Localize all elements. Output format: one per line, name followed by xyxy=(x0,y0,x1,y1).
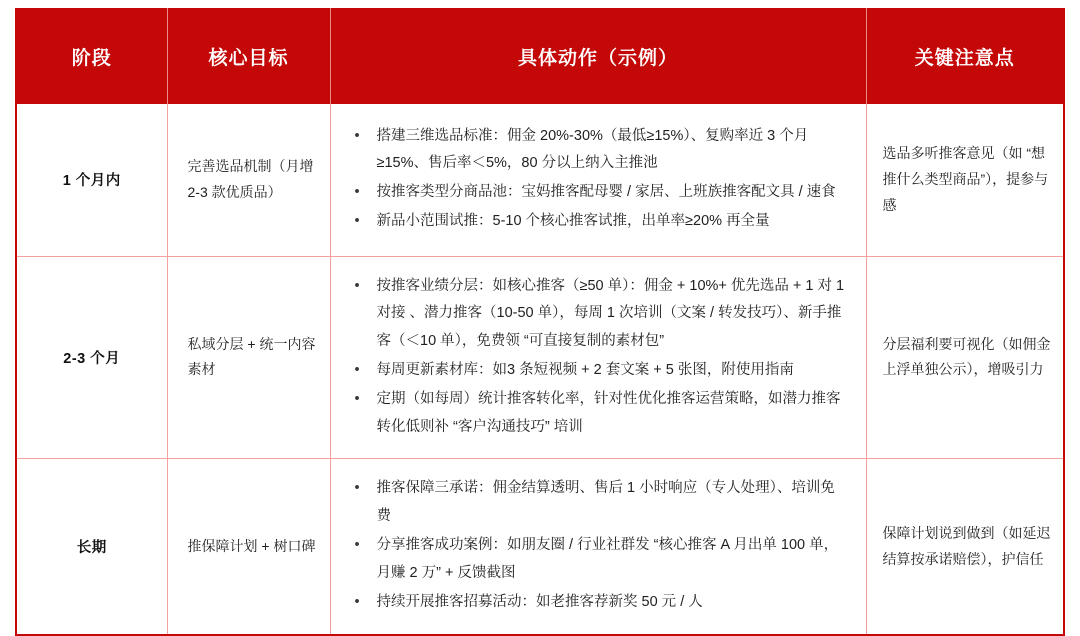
cell-notes: 分层福利要可视化（如佣金上浮单独公示），增吸引力 xyxy=(866,256,1063,459)
cell-actions xyxy=(330,256,866,459)
column-header-notes: 关键注意点 xyxy=(866,8,1063,104)
header-row xyxy=(17,8,1063,104)
list-item: • 搭建三维选品标准：佣金 20%-30%（最低≥15%）、复购率近 3 个月≥15%、售后率＜5%，80 分以上纳入主推池 xyxy=(347,123,848,179)
cell-actions xyxy=(330,104,866,256)
table-header xyxy=(17,8,1063,104)
list-item: • 新品小范围试推：5-10 个核心推客试推，出单率≥20% 再全量 xyxy=(347,208,848,236)
action-list xyxy=(347,475,848,616)
list-item: • 分享推客成功案例：如朋友圈 / 行业社群发 “核心推客 A 月出单 100 单，月赚 2 万” + 反馈截图 xyxy=(347,532,848,588)
column-header-actions: 具体动作（示例） xyxy=(330,8,866,104)
action-list xyxy=(347,123,848,236)
table-row xyxy=(17,104,1063,256)
list-item: • 定期（如每周）统计推客转化率，针对性优化推客运营策略，如潜力推客转化低则补 “客户沟通技巧” 培训 xyxy=(347,386,848,442)
column-header-goal: 核心目标 xyxy=(167,8,330,104)
cell-goal: 推保障计划 + 树口碑 xyxy=(167,459,330,634)
column-header-stage: 阶段 xyxy=(17,8,167,104)
table-row xyxy=(17,256,1063,459)
plan-table-container xyxy=(15,8,1065,636)
list-item: • 按推客类型分商品池：宝妈推客配母婴 / 家居、上班族推客配文具 / 速食 xyxy=(347,179,848,207)
list-item: • 推客保障三承诺：佣金结算透明、售后 1 小时响应（专人处理）、培训免费 xyxy=(347,475,848,531)
cell-notes: 选品多听推客意见（如 “想推什么类型商品”），提参与感 xyxy=(866,104,1063,256)
table-row xyxy=(17,459,1063,634)
plan-table xyxy=(17,8,1063,634)
cell-stage: 1 个月内 xyxy=(17,104,167,256)
cell-goal: 完善选品机制（月增 2-3 款优质品） xyxy=(167,104,330,256)
cell-stage: 2-3 个月 xyxy=(17,256,167,459)
list-item: • 按推客业绩分层：如核心推客（≥50 单）：佣金 + 10%+ 优先选品 + 1 对 1 对接 、潜力推客（10-50 单），每周 1 次培训（文案 / 转发技巧）、新手推客（＜10 单），免费领 “可直接复制的素材包” xyxy=(347,273,848,356)
cell-notes: 保障计划说到做到（如延迟结算按承诺赔偿），护信任 xyxy=(866,459,1063,634)
action-list xyxy=(347,273,848,442)
cell-actions xyxy=(330,459,866,634)
list-item: • 持续开展推客招募活动：如老推客荐新奖 50 元 / 人 xyxy=(347,589,848,617)
cell-goal: 私域分层 + 统一内容素材 xyxy=(167,256,330,459)
table-body xyxy=(17,104,1063,634)
list-item: • 每周更新素材库：如3 条短视频 + 2 套文案 + 5 张图，附使用指南 xyxy=(347,357,848,385)
cell-stage: 长期 xyxy=(17,459,167,634)
